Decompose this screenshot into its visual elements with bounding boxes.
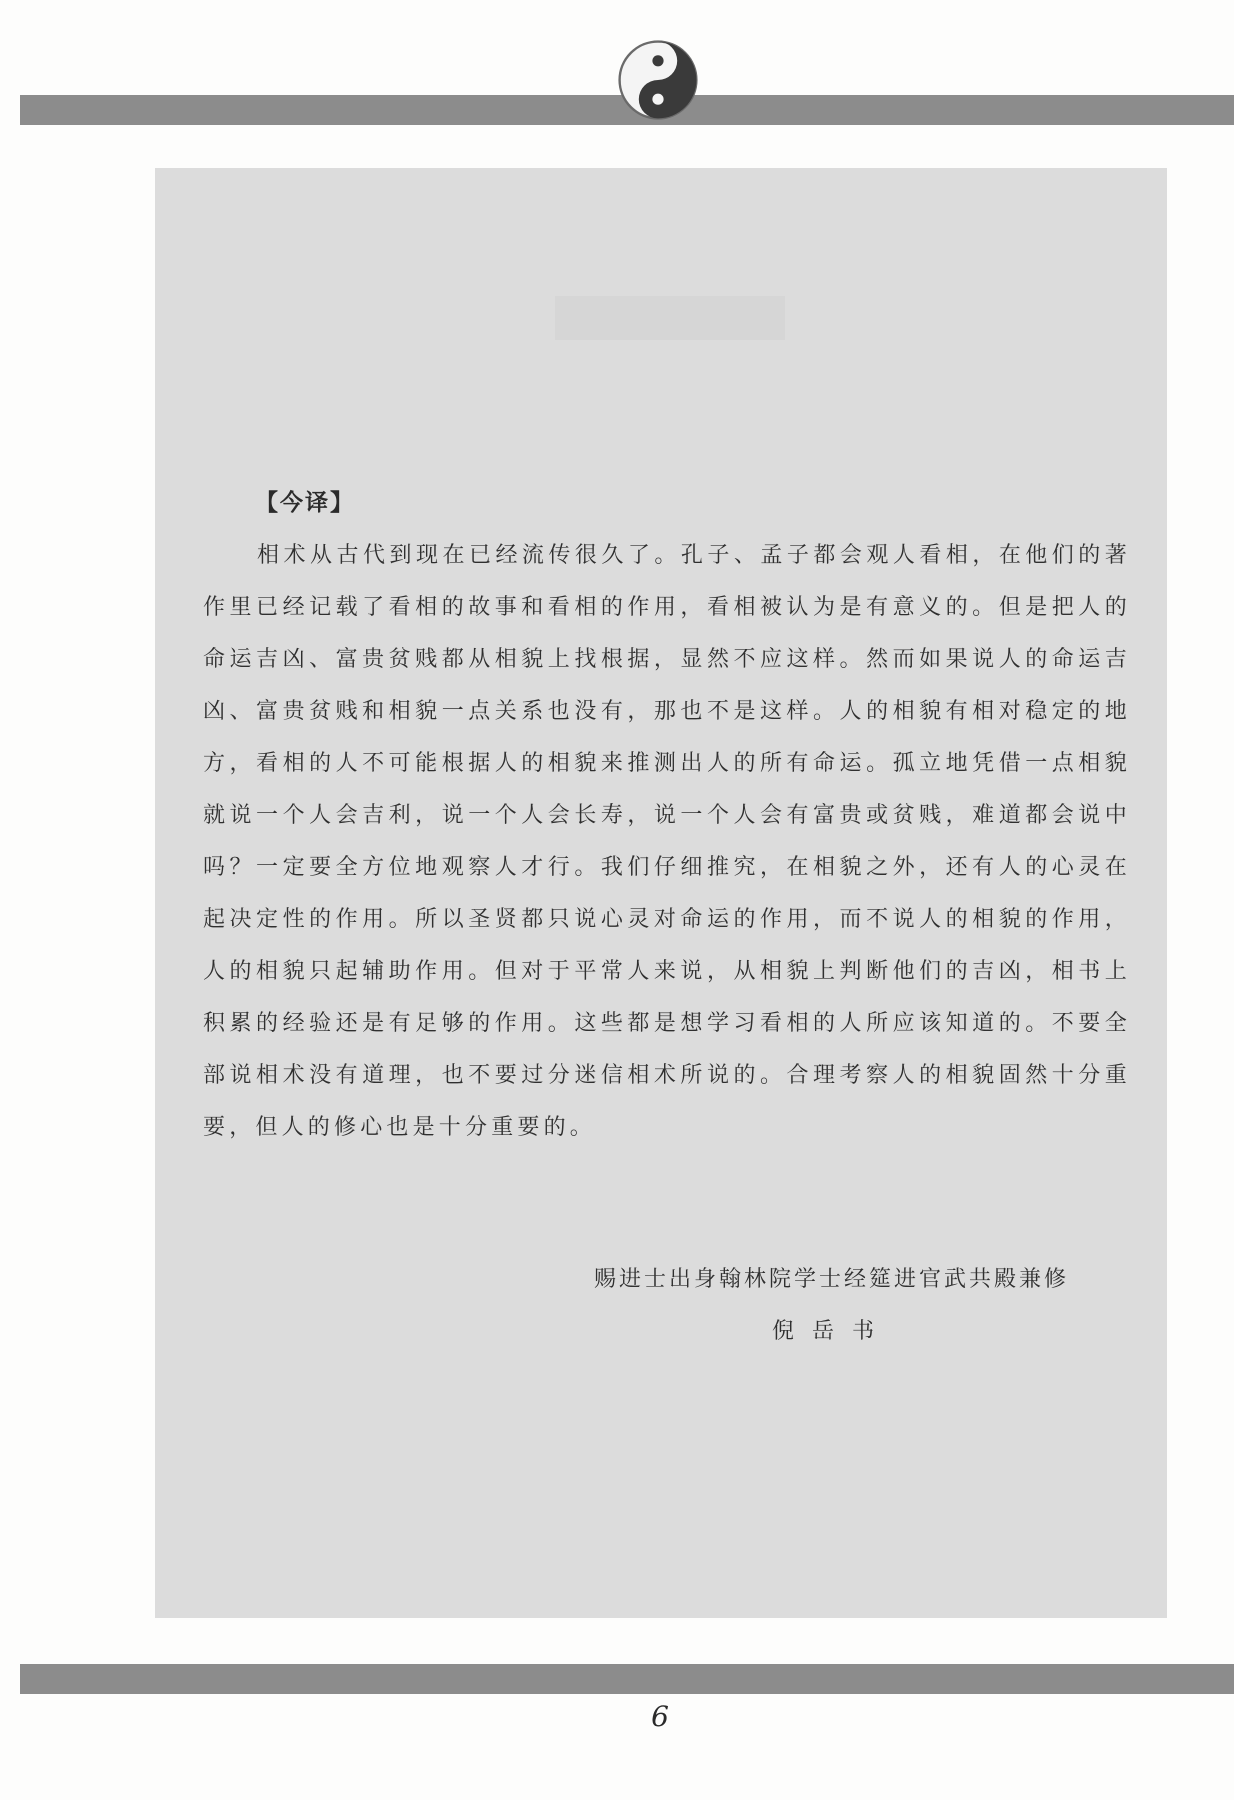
- page-number: 6: [651, 1700, 669, 1733]
- yin-yang-icon: [618, 40, 698, 120]
- section-title: 【今译】: [255, 489, 355, 516]
- translation-body: 相术从古代到现在已经流传很久了。孔子、孟子都会观人看相，在他们的著作里已经记载了看相的故事和看相的作用，看相被认为是有意义的。但是把人的命运吉凶、富贵贫贱都从相貌上找根据，显然不应这样。然而如果说人的命运吉凶、富贵贫贱和相貌一点关系也没有，那也不是这样。人的相貌有相对稳定的地方，看相的人不可能根据人的相貌来推测出人的所有命运。孤立地凭借一点相貌就说一个人会吉利，说一个人会长寿，说一个人会有富贵或贫贱，难道都会说中吗？一定要全方位地观察人才行。我们仔细推究，在相貌之外，还有人的心灵在起决定性的作用。所以圣贤都只说心灵对命运的作用，而不说人的相貌的作用，人的相貌只起辅助作用。但对于平常人来说，从相貌上判断他们的吉凶，相书上积累的经验还是有足够的作用。这些都是想学习看相的人所应该知道的。不要全部说相术没有道理，也不要过分迷信相术所说的。合理考察人的相貌固然十分重要，但人的修心也是十分重要的。: [203, 543, 1131, 1140]
- footer-band: [20, 1664, 1234, 1694]
- signature-title: 赐进士出身翰林院学士经筵进官武共殿兼修: [594, 1267, 1070, 1292]
- signature-name: 倪岳书: [772, 1319, 893, 1344]
- faded-heading-watermark: [555, 296, 785, 340]
